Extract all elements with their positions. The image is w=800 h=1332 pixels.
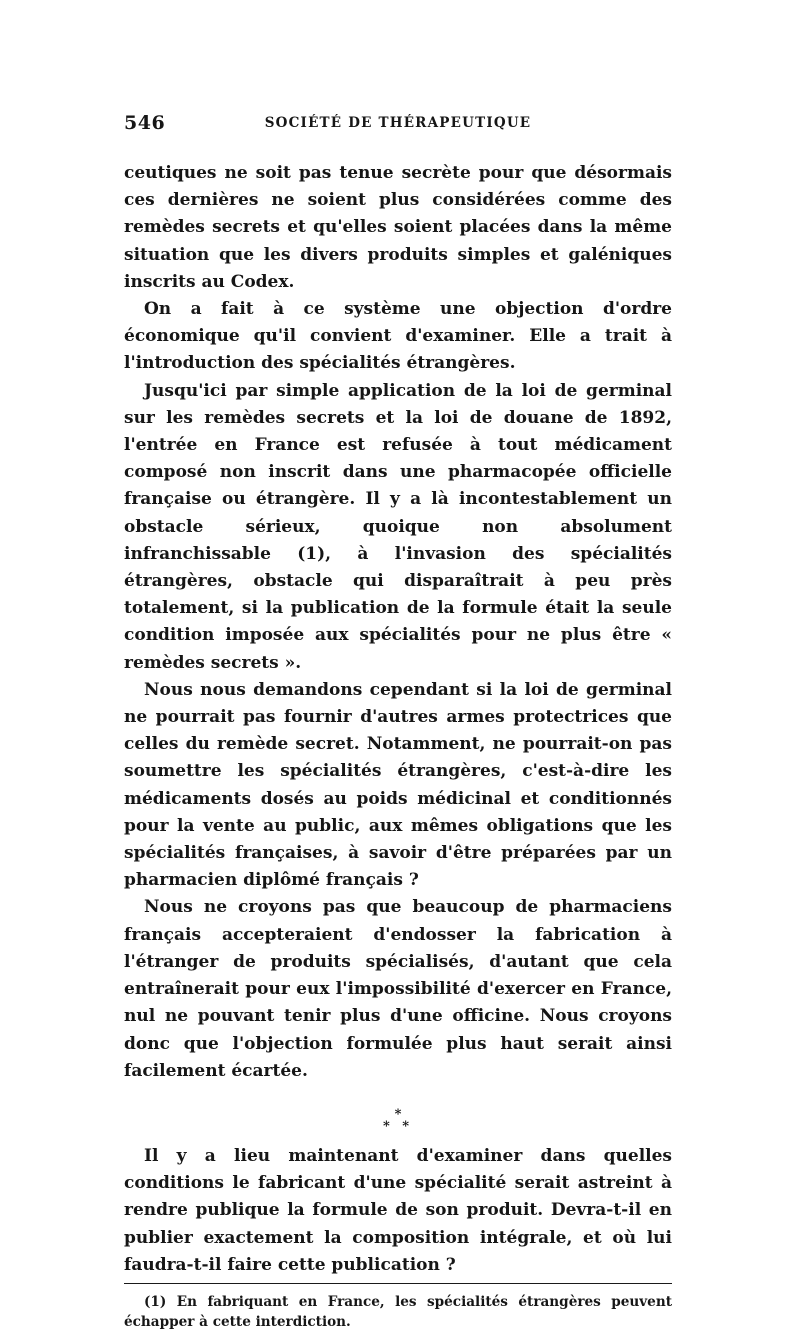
paragraph: Jusqu'ici par simple application de la loi de germinal sur les remèdes secrets et la loi de douane de 1892, l'entrée en France est refusée à tout médicament composé non inscrit dans une pharmacopée officielle française ou étrangère. Il y a là incontestablement un obstacle sérieux, quoique non absolument infranchissable (1), à l'invasion des spécialités étrangères, obstacle qui disparaîtrait à peu près totalement, si la publication de la formule était la seule condition imposée aux spécialités pour ne plus être « remèdes secrets ». [124, 380, 672, 673]
book-page [124, 112, 672, 1332]
paragraph: Nous ne croyons pas que beaucoup de pharmaciens français accepteraient d'endosser la fabrication à l'étranger de produits spécialisés, d'autant que cela entraînerait pour eux l'impossibilité d'exercer en France, nul ne pouvant tenir plus d'une officine. Nous croyons donc que l'objection formulée plus haut serait ainsi facilement écartée. [124, 897, 672, 1081]
footnote-rule [124, 1283, 672, 1284]
running-title: SOCIÉTÉ DE THÉRAPEUTIQUE [264, 115, 532, 131]
separator-stars-bottom: * * [382, 1118, 414, 1134]
paragraph: Il y a lieu maintenant d'examiner dans quelles conditions le fabricant d'une spécialité serait astreint à rendre publique la formule de son produit. Devra-t-il en publier exactement la composition intégrale, et où lui faudra-t-il faire cette publication ? [124, 1145, 672, 1275]
page-number: 546 [124, 112, 166, 134]
paragraph: Nous nous demandons cependant si la loi de germinal ne pourrait pas fournir d'autres armes protectrices que celles du remède secret. Notamment, ne pourrait-on pas soumettre les spécialités étrangères, c'est-à-dire les médicaments dosés au poids médicinal et conditionnés pour la vente au public, aux mêmes obligations que les spécialités françaises, à savoir d'être préparées par un pharmacien diplômé français ? [124, 679, 672, 891]
separator-star-top: * [394, 1106, 402, 1122]
footnote: (1) En fabriquant en France, les spécialités étrangères peuvent échapper à cette interdiction. [124, 1293, 672, 1330]
section-separator [124, 1097, 672, 1143]
paragraph: On a fait à ce système une objection d'ordre économique qu'il convient d'examiner. Elle a trait à l'introduction des spécialités étrangères. [124, 299, 672, 374]
body-text [124, 160, 672, 1279]
running-head [124, 112, 672, 138]
paragraph: ceutiques ne soit pas tenue secrète pour que désormais ces dernières ne soient plus considérées comme des remèdes secrets et qu'elles soient placées dans la même situation que les divers produits simples et galéniques inscrits au Codex. [124, 163, 672, 292]
